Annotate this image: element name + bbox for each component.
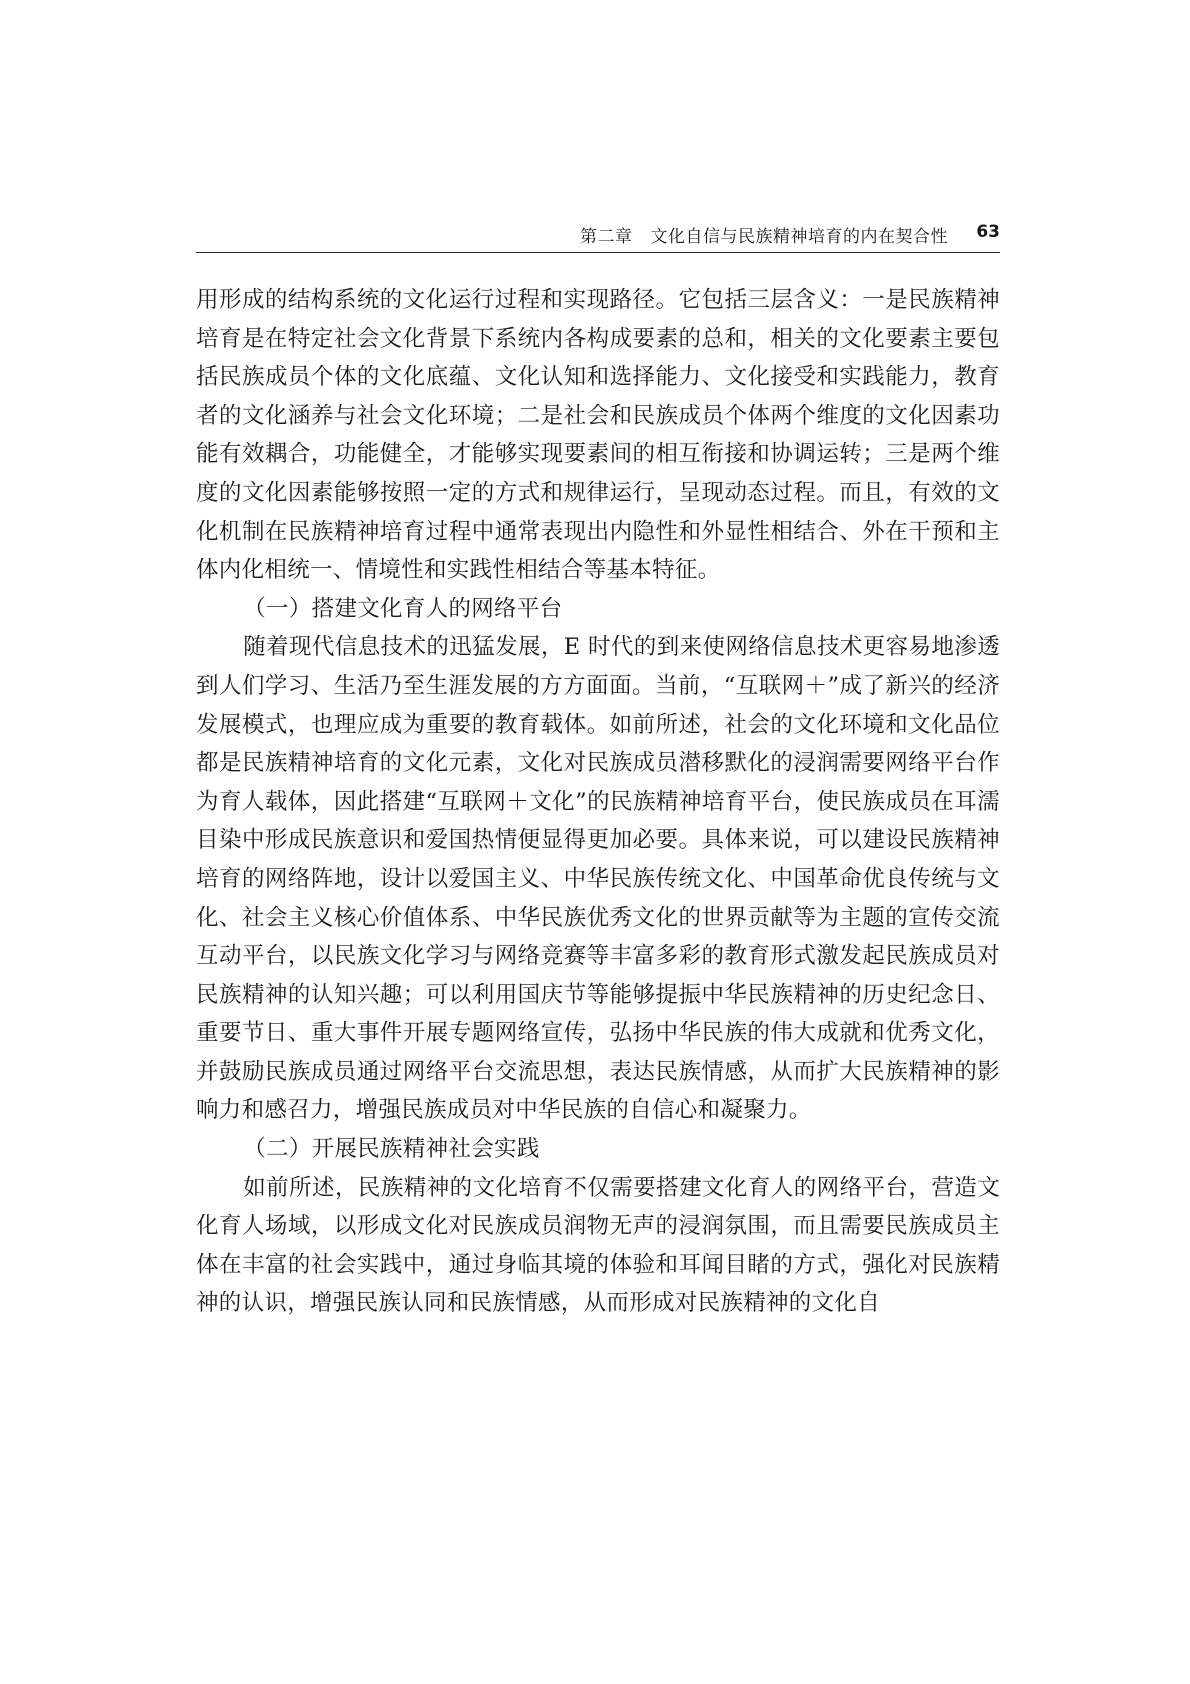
section-heading-2: （二）开展民族精神社会实践 [243, 1136, 540, 1163]
paragraph-3: 如前所述，民族精神的文化培育不仅需要搭建文化育人的网络平台，营造文化育人场域，以形成文化对民族成员润物无声的浸润氛围，而且需要民族成员主体在丰富的社会实践中，通过身临其境的体验和耳闻目睹的方式，强化对民族精神的认识，增强民族认同和民族情感，从而形成对民族精神的文化自 [196, 1174, 1000, 1317]
chapter-title: 文化自信与民族精神培育的内在契合性 [650, 227, 948, 247]
chapter-label: 第二章 [580, 227, 633, 247]
running-header [196, 218, 1000, 253]
page-number: 63 [976, 222, 1000, 242]
paragraph-2: 随着现代信息技术的迅猛发展，E 时代的到来使网络信息技术更容易地渗透到人们学习、生活乃至生涯发展的方方面面。当前，“互联网＋”成了新兴的经济发展模式，也理应成为重要的教育载体。如前所述，社会的文化环境和文化品位都是民族精神培育的文化元素，文化对民族成员潜移默化的浸润需要网络平台作为育人载体，因此搭建“互联网＋文化”的民族精神培育平台，使民族成员在耳濡目染中形成民族意识和爱国热情便显得更加必要。具体来说，可以建设民族精神培育的网络阵地，设计以爱国主义、中华民族传统文化、中国革命优良传统与文化、社会主义核心价值体系、中华民族优秀文化的世界贡献等为主题的宣传交流互动平台，以民族文化学习与网络竞赛等丰富多彩的教育形式激发起民族成员对民族精神的认知兴趣；可以利用国庆节等能够提振中华民族精神的历史纪念日、重要节日、重大事件开展专题网络宣传，弘扬中华民族的伟大成就和优秀文化，并鼓励民族成员通过网络平台交流思想，表达民族情感，从而扩大民族精神的影响力和感召力，增强民族成员对中华民族的自信心和凝聚力。 [196, 634, 1000, 1124]
section-heading-1: （一）搭建文化育人的网络平台 [243, 595, 563, 622]
paragraph-1: 用形成的结构系统的文化运行过程和实现路径。它包括三层含义：一是民族精神培育是在特定社会文化背景下系统内各构成要素的总和，相关的文化要素主要包括民族成员个体的文化底蕴、文化认知和选择能力、文化接受和实践能力，教育者的文化涵养与社会文化环境；二是社会和民族成员个体两个维度的文化因素功能有效耦合，功能健全，才能够实现要素间的相互衔接和协调运转；三是两个维度的文化因素能够按照一定的方式和规律运行，呈现动态过程。而且，有效的文化机制在民族精神培育过程中通常表现出内隐性和外显性相结合、外在干预和主体内化相统一、情境性和实践性相结合等基本特征。 [196, 287, 1000, 584]
body-text [196, 281, 1000, 1323]
header-text [580, 222, 948, 247]
